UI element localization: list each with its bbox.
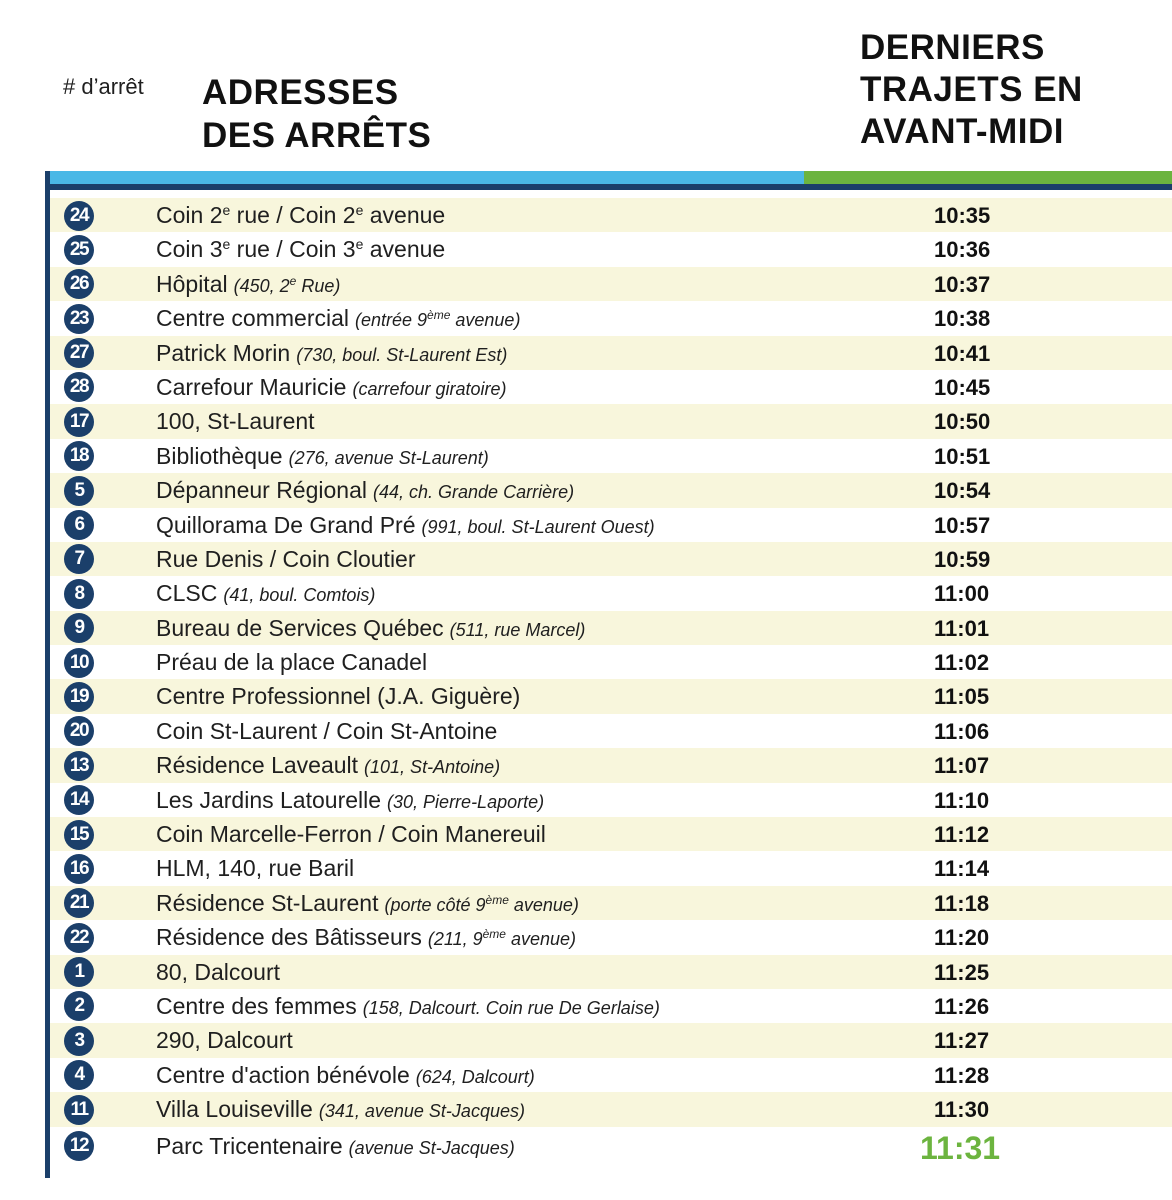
stop-name: Bibliothèque [156, 442, 283, 469]
stop-address [156, 787, 544, 814]
stop-address [156, 1133, 515, 1160]
table-row [50, 576, 1172, 610]
table-row [50, 817, 1172, 851]
stop-address [156, 236, 445, 263]
stop-number-heading: # d’arrêt [63, 74, 144, 99]
stop-number-badge: 19 [64, 682, 94, 712]
stop-number-badge: 4 [64, 1060, 94, 1090]
stop-address-detail: (entrée 9ème avenue) [355, 308, 521, 331]
times-heading-line2: TRAJETS EN [860, 70, 1083, 109]
departure-time: 11:06 [934, 718, 990, 744]
header-rule-navy [45, 184, 1172, 190]
times-heading-line1: DERNIERS [860, 28, 1045, 67]
table-row [50, 714, 1172, 748]
stop-number-badge: 11 [64, 1095, 94, 1125]
table-row [50, 301, 1172, 335]
departure-time: 11:31 [920, 1129, 1001, 1166]
header-rule-green [804, 171, 1172, 184]
departure-time: 11:28 [934, 1062, 990, 1088]
stop-name: 80, Dalcourt [156, 958, 281, 985]
table-row [50, 886, 1172, 920]
stop-name: 100, St-Laurent [156, 408, 315, 435]
departure-time: 11:20 [934, 925, 990, 951]
departure-time: 11:27 [934, 1028, 990, 1054]
stop-address [156, 959, 280, 986]
departure-time: 11:07 [934, 753, 990, 779]
stop-address-detail: (carrefour giratoire) [352, 378, 507, 399]
table-row [50, 370, 1172, 404]
departure-time: 10:51 [934, 443, 991, 469]
stop-address-detail: (730, boul. St-Laurent Est) [296, 344, 508, 365]
stop-address [156, 1096, 525, 1123]
stop-name: Dépanneur Régional [156, 477, 367, 504]
stop-name: Patrick Morin [156, 339, 291, 366]
table-row [50, 542, 1172, 576]
stop-name: Préau de la place Canadel [156, 649, 428, 676]
stop-address-detail: (41, boul. Comtois) [223, 585, 376, 606]
stop-address-detail: (211, 9ème avenue) [427, 927, 577, 950]
stop-address-detail: (991, boul. St-Laurent Ouest) [421, 516, 655, 537]
departure-time: 10:36 [934, 237, 991, 263]
table-row [50, 1058, 1172, 1092]
stop-address [156, 443, 489, 470]
stop-name: HLM, 140, rue Baril [156, 855, 355, 882]
stop-address [156, 408, 315, 435]
stop-address [156, 374, 507, 401]
table-row [50, 336, 1172, 370]
stop-number-badge: 13 [64, 751, 94, 781]
table-row [50, 989, 1172, 1023]
table-row [50, 1023, 1172, 1057]
stop-address [156, 305, 520, 332]
departure-time: 11:25 [934, 959, 990, 985]
stop-number-badge: 1 [64, 957, 94, 987]
stop-number-badge: 20 [64, 716, 94, 746]
departure-time: 11:00 [934, 581, 990, 607]
stop-number-badge: 12 [64, 1131, 94, 1161]
stop-number-badge: 22 [64, 923, 94, 953]
stop-address [156, 546, 416, 573]
stop-name: Coin 2e rue / Coin 2e avenue [156, 202, 446, 228]
stop-address [156, 821, 546, 848]
stop-number-badge: 5 [64, 476, 94, 506]
table-row [50, 783, 1172, 817]
stop-address [156, 202, 445, 229]
departure-time: 10:37 [934, 271, 991, 297]
table-row [50, 920, 1172, 954]
stop-number-badge: 25 [64, 235, 94, 265]
stop-address [156, 993, 660, 1020]
table-row [50, 439, 1172, 473]
stop-address [156, 615, 585, 642]
addresses-heading-line1: ADRESSES [202, 73, 399, 112]
table-row [50, 611, 1172, 645]
stop-name: Résidence des Bâtisseurs [156, 924, 422, 951]
stop-name: Parc Tricentenaire [156, 1132, 343, 1159]
table-row [50, 851, 1172, 885]
stop-name: Les Jardins Latourelle [156, 786, 382, 813]
stop-number-badge: 8 [64, 579, 94, 609]
stop-address-detail: (30, Pierre-Laporte) [387, 791, 545, 812]
stop-number-badge: 21 [64, 888, 94, 918]
addresses-heading [202, 71, 431, 157]
stop-name: Quillorama De Grand Pré [156, 511, 416, 538]
departure-time: 11:26 [934, 993, 990, 1019]
table-row [50, 748, 1172, 782]
stop-address [156, 1062, 535, 1089]
stop-number-badge: 26 [64, 269, 94, 299]
stop-name: 290, Dalcourt [156, 1027, 293, 1054]
departure-time: 11:18 [934, 890, 990, 916]
stop-address-detail: (101, St-Antoine) [364, 757, 501, 778]
departure-time: 10:59 [934, 546, 991, 572]
stop-address-detail: (44, ch. Grande Carrière) [373, 482, 575, 503]
stop-number-badge: 16 [64, 854, 94, 884]
departure-time: 10:38 [934, 306, 991, 332]
table-row [50, 508, 1172, 542]
departure-time: 11:30 [934, 1097, 990, 1123]
stop-name: Carrefour Mauricie [156, 373, 347, 400]
stop-name: Centre des femmes [156, 992, 357, 1019]
stop-name: Villa Louiseville [156, 1096, 313, 1123]
stop-address [156, 752, 500, 779]
stop-address [156, 340, 507, 367]
table-row [50, 1127, 1172, 1167]
times-heading [860, 27, 1083, 153]
stop-number-badge: 23 [64, 304, 94, 334]
header-rule-blue [45, 171, 804, 184]
departure-time: 11:01 [934, 615, 990, 641]
stop-number-badge: 7 [64, 544, 94, 574]
stop-address [156, 924, 576, 951]
stop-number-badge: 9 [64, 613, 94, 643]
departure-time: 10:54 [934, 478, 991, 504]
departure-time: 10:57 [934, 512, 991, 538]
stop-name: Rue Denis / Coin Cloutier [156, 545, 416, 572]
departure-time: 11:12 [934, 822, 990, 848]
stop-number-badge: 14 [64, 785, 94, 815]
stop-address [156, 1027, 293, 1054]
stop-address-detail: (450, 2e Rue) [233, 273, 341, 296]
table-row [50, 473, 1172, 507]
stop-address [156, 649, 427, 676]
stop-number-badge: 10 [64, 648, 94, 678]
stop-address [156, 683, 520, 710]
stop-number-badge: 3 [64, 1026, 94, 1056]
stop-number-badge: 6 [64, 510, 94, 540]
departure-time: 10:41 [934, 340, 991, 366]
departure-time: 11:05 [934, 684, 990, 710]
stops-table [50, 198, 1172, 1167]
stop-address-detail: (276, avenue St-Laurent) [288, 447, 489, 468]
stop-address-detail: (avenue St-Jacques) [348, 1137, 515, 1158]
stop-name: Résidence St-Laurent [156, 889, 379, 916]
stop-name: Coin 3e rue / Coin 3e avenue [156, 236, 446, 263]
table-row [50, 955, 1172, 989]
stop-number-badge: 15 [64, 820, 94, 850]
stop-number-badge: 2 [64, 991, 94, 1021]
times-heading-line3: AVANT-MIDI [860, 112, 1064, 151]
stop-number-badge: 24 [64, 201, 94, 231]
stop-name: Bureau de Services Québec [156, 614, 444, 641]
stop-number-badge: 18 [64, 441, 94, 471]
stop-address [156, 580, 375, 607]
table-row [50, 679, 1172, 713]
departure-time: 11:14 [934, 856, 990, 882]
stop-name: Hôpital [156, 270, 228, 297]
addresses-heading-line2: DES ARRÊTS [202, 116, 432, 155]
stop-name: Coin Marcelle-Ferron / Coin Manereuil [156, 821, 546, 848]
table-row [50, 1092, 1172, 1126]
stop-address-detail: (158, Dalcourt. Coin rue De Gerlaise) [362, 997, 660, 1018]
stop-number-badge: 27 [64, 338, 94, 368]
stop-name: Centre commercial [156, 305, 349, 332]
stop-name: Coin St-Laurent / Coin St-Antoine [156, 717, 498, 744]
stop-address [156, 477, 574, 504]
departure-time: 11:02 [934, 650, 990, 676]
stop-address [156, 271, 340, 298]
stop-address-detail: (624, Dalcourt) [415, 1066, 535, 1087]
stop-address [156, 890, 579, 917]
stop-name: Centre d'action bénévole [156, 1061, 410, 1088]
departure-time: 10:45 [934, 374, 991, 400]
stop-address-detail: (porte côté 9ème avenue) [384, 892, 579, 915]
stop-number-badge: 28 [64, 372, 94, 402]
stop-address [156, 855, 354, 882]
departure-time: 10:50 [934, 409, 991, 435]
stop-address [156, 512, 655, 539]
stop-address [156, 718, 497, 745]
table-row [50, 267, 1172, 301]
table-row [50, 404, 1172, 438]
table-row [50, 232, 1172, 266]
table-row [50, 645, 1172, 679]
stop-number-badge: 17 [64, 407, 94, 437]
departure-time: 10:35 [934, 203, 991, 228]
stop-address-detail: (511, rue Marcel) [449, 619, 586, 640]
table-row [50, 198, 1172, 232]
stop-name: CLSC [156, 580, 218, 607]
stop-name: Centre Professionnel (J.A. Giguère) [156, 683, 521, 710]
stop-name: Résidence Laveault [156, 752, 359, 779]
stop-address-detail: (341, avenue St-Jacques) [318, 1101, 525, 1122]
departure-time: 11:10 [934, 787, 990, 813]
